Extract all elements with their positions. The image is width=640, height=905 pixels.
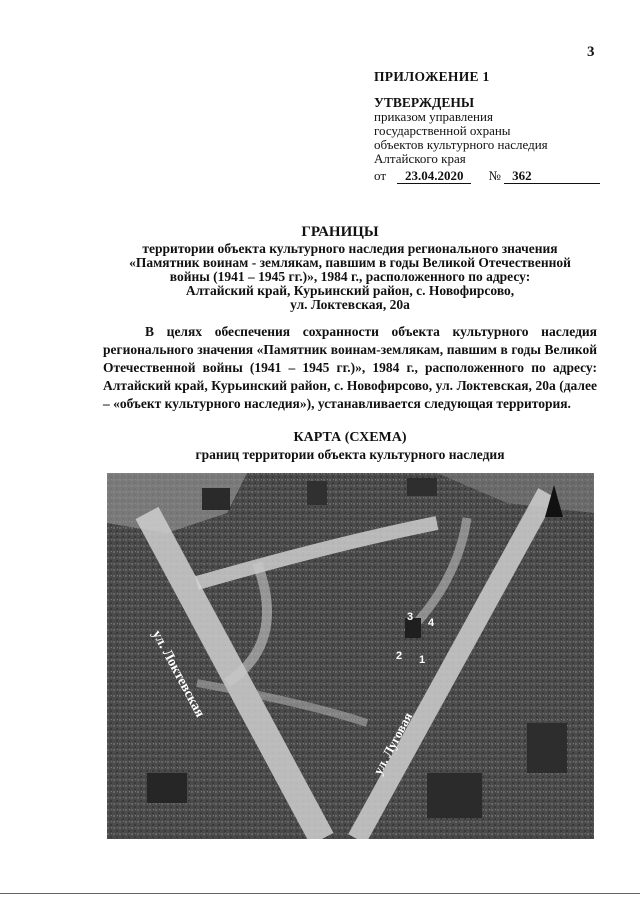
document-heading: ГРАНИЦЫ [301, 224, 379, 240]
footer-rule [0, 893, 640, 894]
aerial-photo [107, 473, 594, 839]
subheading-line: ул. Локтевская, 20а [290, 297, 410, 312]
map-subtitle: границ территории объекта культурного наследия [195, 447, 505, 462]
street-label-lugovaya: ул. Луговая [370, 709, 416, 778]
order-date-row [374, 169, 614, 184]
subheading-line: Алтайский край, Курьинский район, с. Новофирсово, [185, 283, 515, 298]
street-label-loktevskaya: ул. Локтевская [148, 628, 208, 720]
body-paragraph: В целях обеспечения сохранности объекта культурного наследия регионального значения «Памятник воинам-землякам, павшим в годы Великой Отечественной войны (1941 – 1945 гг.)», 1984 г., расположенного по адресу: Алтайский край, Курьинский район, с. Новофирсово, ул. Локтевская, 20а (далее – «объект культурного наследия»), устанавливается следующая территория. [103, 324, 597, 411]
approval-line: Алтайского края [374, 151, 466, 166]
subheading-line: территории объекта культурного наследия регионального значения [142, 241, 558, 256]
page-number: 3 [587, 44, 595, 60]
approval-line: приказом управления [374, 109, 493, 124]
boundary-point: 1 [419, 654, 426, 666]
boundary-point: 3 [407, 611, 414, 623]
boundary-point: 4 [428, 617, 435, 629]
approval-block [374, 70, 614, 184]
appendix-label: ПРИЛОЖЕНИЕ 1 [374, 69, 490, 84]
aerial-map [107, 473, 594, 839]
order-date: 23.04.2020 [397, 169, 471, 184]
approved-label: УТВЕРЖДЕНЫ [374, 95, 475, 110]
map-title: КАРТА (СХЕМА) [293, 430, 407, 445]
from-label: от [374, 168, 387, 183]
approval-line: государственной охраны [374, 123, 511, 138]
document-subheading [120, 242, 580, 312]
subheading-line: «Памятник воинам - землякам, павшим в годы Великой Отечественной [129, 255, 571, 270]
approval-line: объектов культурного наследия [374, 137, 548, 152]
subheading-line: войны (1941 – 1945 гг.)», 1984 г., расположенного по адресу: [169, 269, 531, 284]
order-number: 362 [504, 169, 600, 184]
number-label: № [488, 168, 501, 183]
boundary-point: 2 [396, 650, 403, 662]
